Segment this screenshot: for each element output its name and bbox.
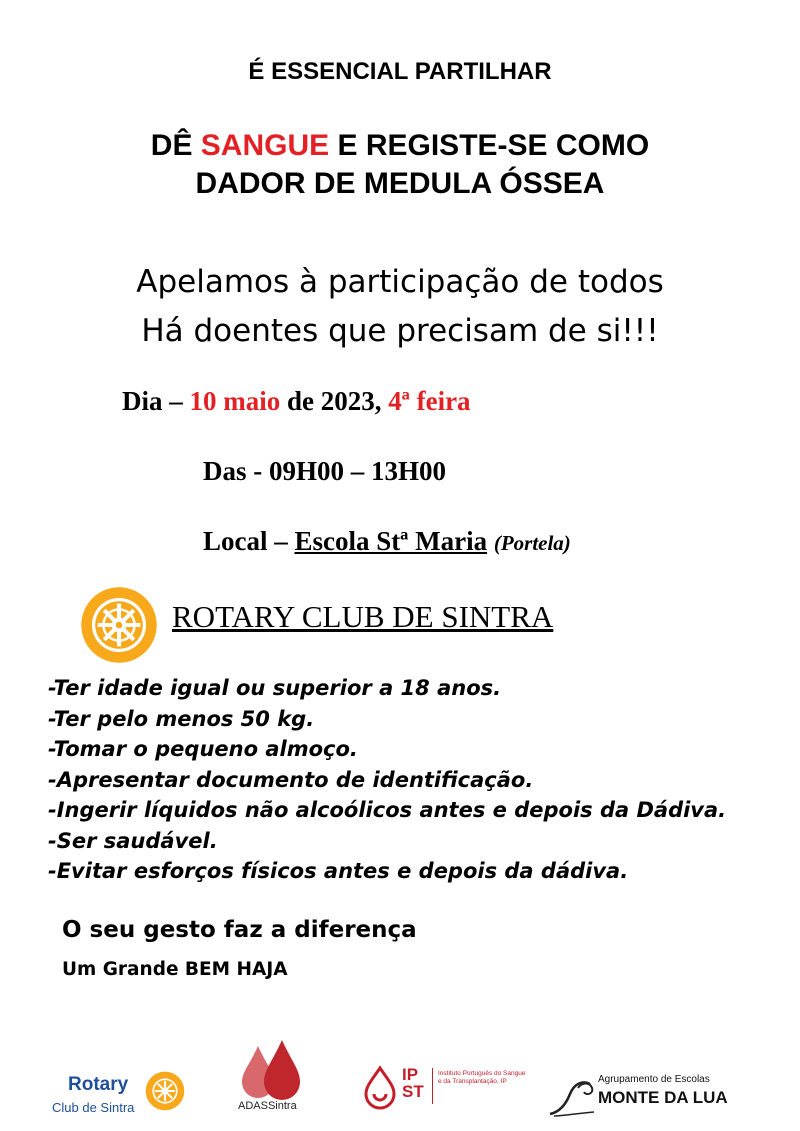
- escola-top-text: Agrupamento de Escolas: [598, 1074, 710, 1085]
- date-prefix: Dia –: [122, 386, 190, 416]
- headline-line2: DADOR DE MEDULA ÓSSEA: [195, 167, 605, 200]
- list-item: -Tomar o pequeno almoço.: [48, 737, 358, 761]
- rotary-small-wheel-icon: [144, 1070, 186, 1112]
- school-swirl-icon: [548, 1074, 596, 1118]
- place-area: (Portela): [493, 531, 571, 555]
- appeal-line2: Há doentes que precisam de si!!!: [141, 313, 659, 349]
- ipst-description: Instituto Português do Sangue e da Transplantação, IP: [438, 1070, 526, 1085]
- rotary-wheel-icon: [78, 584, 160, 666]
- blood-drops-icon: [236, 1038, 306, 1100]
- list-item: -Ingerir líquidos não alcoólicos antes e depois da Dádiva.: [48, 798, 727, 822]
- rotary-word: Rotary: [68, 1074, 129, 1095]
- list-item: -Apresentar documento de identificação.: [48, 767, 534, 792]
- club-name: ROTARY CLUB DE SINTRA: [172, 599, 554, 634]
- list-item: -Ter idade igual ou superior a 18 anos.: [48, 676, 502, 700]
- monte-da-lua-logo: [548, 1074, 748, 1120]
- list-item: -Ter pelo menos 50 kg.: [48, 706, 315, 731]
- kicker-heading: É ESSENCIAL PARTILHAR: [248, 58, 552, 85]
- headline-pre: DÊ: [150, 129, 201, 162]
- closing-line1: O seu gesto faz a diferença: [62, 917, 417, 943]
- headline-post: E REGISTE-SE COMO: [329, 129, 650, 162]
- escola-name: MONTE DA LUA: [598, 1088, 728, 1107]
- date-value: 10 maio: [189, 386, 281, 416]
- event-date: [122, 386, 471, 417]
- rotary-sub: Club de Sintra: [52, 1100, 135, 1115]
- ipst-logo: [360, 1064, 530, 1118]
- event-place: [203, 526, 571, 557]
- headline-highlight: SANGUE: [200, 129, 330, 162]
- rotary-sintra-logo: [48, 1070, 198, 1120]
- weekday-value: 4ª feira: [388, 386, 471, 416]
- appeal-text: [0, 258, 800, 356]
- place-name: Escola Stª Maria: [294, 526, 488, 556]
- date-mid: de 2023,: [280, 386, 389, 416]
- ipst-mark: IP ST: [402, 1065, 424, 1101]
- ipst-drop-icon: [360, 1064, 400, 1110]
- headline: [0, 127, 800, 203]
- event-time: Das - 09H00 – 13H00: [203, 456, 446, 486]
- requirements-list: [48, 673, 726, 887]
- appeal-line1: Apelamos à participação de todos: [136, 264, 664, 300]
- closing-line2: Um Grande BEM HAJA: [62, 959, 288, 980]
- ipst-divider: [432, 1068, 433, 1104]
- place-prefix: Local –: [203, 526, 295, 556]
- list-item: -Evitar esforços físicos antes e depois da dádiva.: [48, 859, 629, 883]
- list-item: -Ser saudável.: [48, 828, 218, 853]
- adas-sintra-logo: [236, 1038, 316, 1118]
- footer-logos: [0, 1030, 800, 1125]
- adas-text: ADASSintra: [238, 1100, 297, 1112]
